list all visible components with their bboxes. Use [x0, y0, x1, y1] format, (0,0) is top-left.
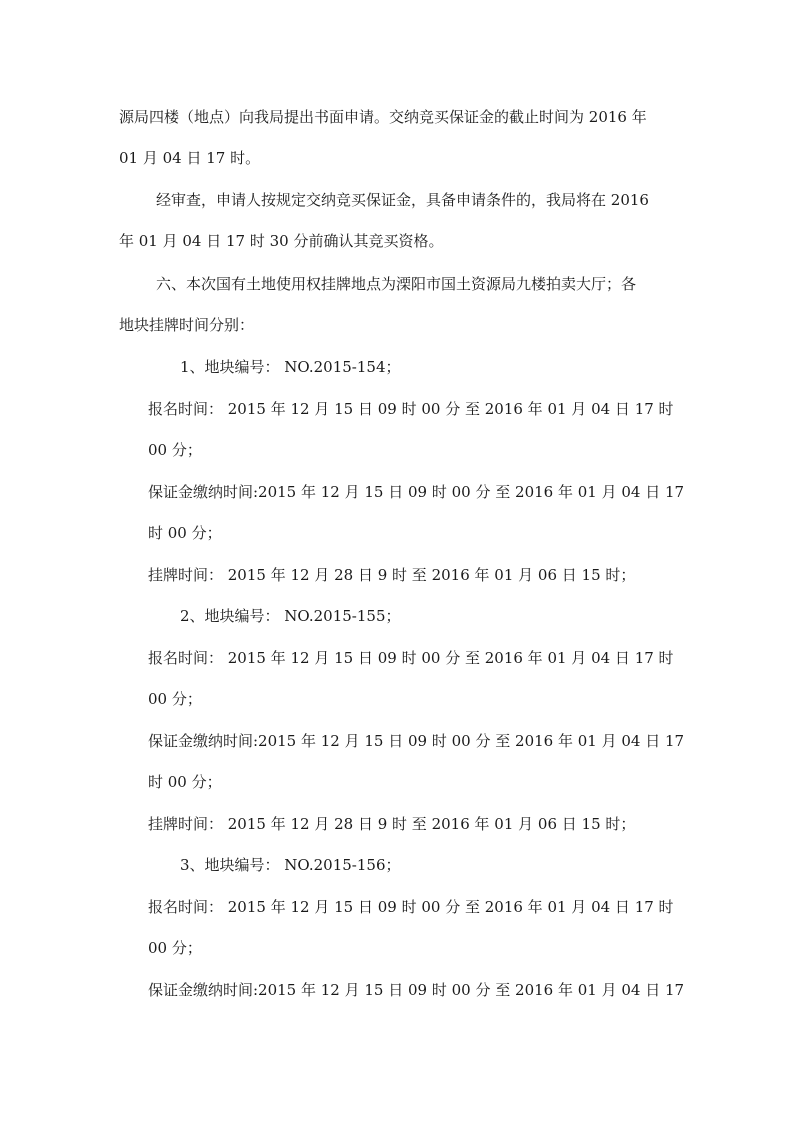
paragraph-6-line-2: 地块挂牌时间分别： — [119, 316, 255, 334]
plot-listing-time: 挂牌时间： 2015 年 12 月 28 日 9 时 至 2016 年 01 月 06 日 15 时； — [148, 815, 636, 833]
plot-signup-time-cont: 00 分； — [148, 939, 202, 957]
paragraph-5-line-2: 01 月 04 日 17 时。 — [119, 149, 261, 167]
plot-deposit-time: 保证金缴纳时间:2015 年 12 月 15 日 09 时 00 分 至 2016 年 01 月 04 日 17 — [148, 483, 685, 501]
plot-deposit-time: 保证金缴纳时间:2015 年 12 月 15 日 09 时 00 分 至 2016 年 01 月 04 日 17 — [148, 732, 685, 750]
plot-heading: 3、地块编号： NO.2015-156； — [180, 856, 401, 874]
plot-signup-time-cont: 00 分； — [148, 441, 202, 459]
plot-heading: 2、地块编号： NO.2015-155； — [180, 607, 401, 625]
plot-signup-time: 报名时间： 2015 年 12 月 15 日 09 时 00 分 至 2016 年 01 月 04 日 17 时 — [148, 649, 674, 667]
plot-deposit-time-cont: 时 00 分； — [148, 773, 222, 791]
paragraph-6-line-1: 六、本次国有土地使用权挂牌地点为溧阳市国土资源局九楼拍卖大厅；各 — [156, 275, 637, 293]
plot-signup-time: 报名时间： 2015 年 12 月 15 日 09 时 00 分 至 2016 年 01 月 04 日 17 时 — [148, 400, 674, 418]
plot-listing-time: 挂牌时间： 2015 年 12 月 28 日 9 时 至 2016 年 01 月 06 日 15 时； — [148, 566, 636, 584]
plot-signup-time: 报名时间： 2015 年 12 月 15 日 09 时 00 分 至 2016 年 01 月 04 日 17 时 — [148, 898, 674, 916]
paragraph-5-line-3: 经审查，申请人按规定交纳竞买保证金，具备申请条件的，我局将在 2016 — [156, 191, 649, 209]
plot-deposit-time: 保证金缴纳时间:2015 年 12 月 15 日 09 时 00 分 至 2016 年 01 月 04 日 17 — [148, 981, 685, 999]
plot-signup-time-cont: 00 分； — [148, 690, 202, 708]
paragraph-5-line-4: 年 01 月 04 日 17 时 30 分前确认其竞买资格。 — [119, 232, 444, 250]
paragraph-5-line-1: 源局四楼（地点）向我局提出书面申请。交纳竞买保证金的截止时间为 2016 年 — [119, 108, 647, 126]
plot-heading: 1、地块编号： NO.2015-154； — [180, 358, 401, 376]
plot-deposit-time-cont: 时 00 分； — [148, 524, 222, 542]
